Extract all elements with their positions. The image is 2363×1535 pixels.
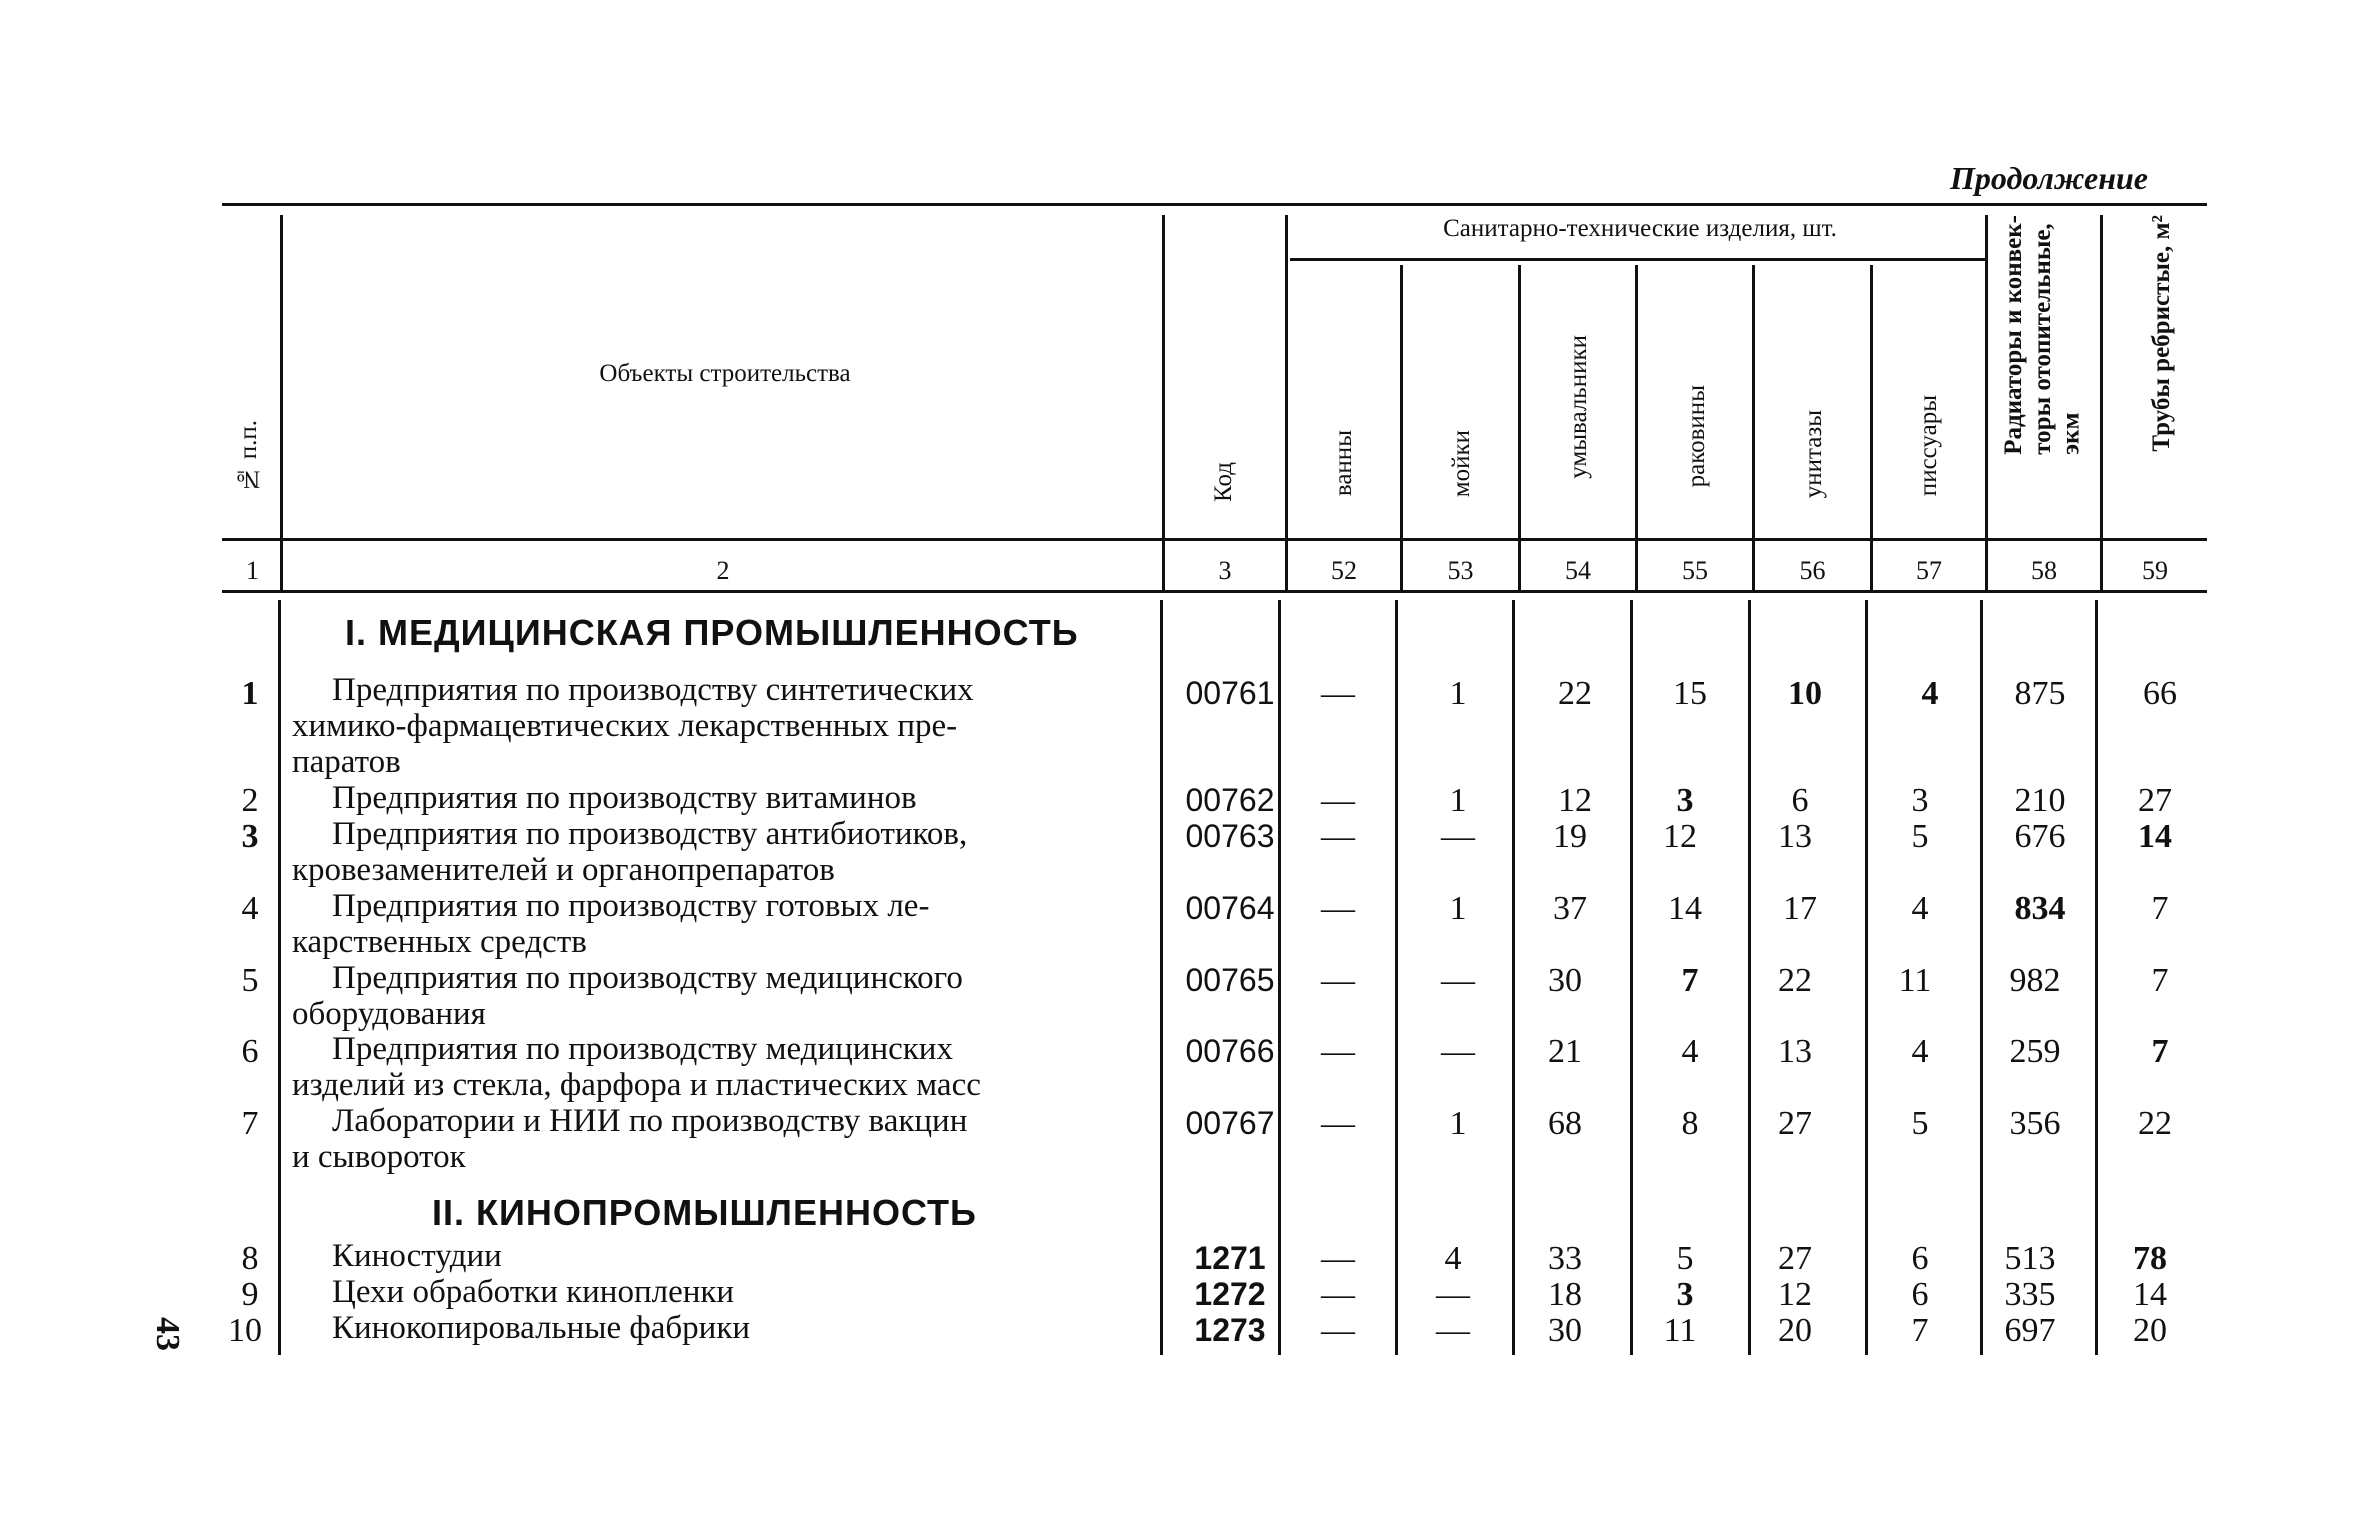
object-code: 00765	[1185, 962, 1275, 998]
divider-code	[1285, 215, 1288, 590]
cell-sinks: 4	[1444, 1240, 1462, 1277]
header-bottom-rule	[222, 538, 2207, 541]
row-number: 4	[241, 890, 259, 927]
colnum-56: 56	[1799, 556, 1826, 585]
row-number: 10	[228, 1312, 262, 1349]
row-number: 7	[241, 1105, 259, 1142]
cell-toilets: 13	[1778, 818, 1812, 855]
cell-urinals: 3	[1911, 782, 1929, 819]
cell-urinals: 4	[1911, 890, 1929, 927]
cell-toilets: 27	[1778, 1105, 1812, 1142]
cell-sinks: 1	[1449, 782, 1467, 819]
cell-baths: —	[1321, 1240, 1355, 1277]
colnum-52: 52	[1331, 556, 1357, 585]
cell-radiators: 210	[2014, 782, 2066, 819]
cell-baths: —	[1321, 675, 1355, 712]
header-pipes: Трубы ребристые, м²	[2148, 215, 2175, 452]
divider-55	[1752, 265, 1755, 590]
colnum-1: 1	[246, 556, 259, 585]
object-name: Предприятия по производству синтетических химико-фармацевтических лекарственных пре- паратов	[292, 672, 974, 780]
colnum-57: 57	[1916, 556, 1942, 585]
object-code: 00761	[1185, 675, 1275, 711]
cell-urinals: 6	[1911, 1240, 1929, 1277]
cell-toilets: 22	[1778, 962, 1812, 999]
header-objects: Объекты строительства	[599, 360, 851, 387]
object-code: 00766	[1185, 1033, 1275, 1069]
cell-sinks: —	[1436, 1312, 1470, 1349]
cell-baths: —	[1321, 1105, 1355, 1142]
cell-basins: 8	[1681, 1105, 1699, 1142]
cell-urinals: 7	[1911, 1312, 1929, 1349]
cell-baths: —	[1321, 1033, 1355, 1070]
cell-radiators: 697	[2004, 1312, 2056, 1349]
continuation-label: Продолжение	[1950, 160, 2148, 196]
cell-toilets: 12	[1778, 1276, 1812, 1313]
cell-radiators: 513	[2004, 1240, 2056, 1277]
object-name: Цехи обработки кинопленки	[332, 1274, 735, 1310]
cell-basins: 4	[1681, 1033, 1699, 1070]
object-code: 1272	[1194, 1276, 1266, 1312]
cell-pipes: 7	[2151, 890, 2169, 927]
cell-washbasins: 12	[1558, 782, 1592, 819]
cell-washbasins: 68	[1548, 1105, 1582, 1142]
cell-washbasins: 19	[1553, 818, 1587, 855]
divider-obj	[1162, 215, 1165, 590]
cell-baths: —	[1321, 782, 1355, 819]
cell-urinals: 4	[1911, 1033, 1929, 1070]
cell-baths: —	[1321, 1312, 1355, 1349]
cell-sinks: —	[1436, 1276, 1470, 1313]
cell-baths: —	[1321, 818, 1355, 855]
cell-basins: 15	[1673, 675, 1707, 712]
object-code: 1271	[1194, 1240, 1266, 1276]
cell-washbasins: 18	[1548, 1276, 1582, 1313]
top-rule	[222, 203, 2207, 206]
cell-urinals: 5	[1911, 818, 1929, 855]
header-radiators: Радиаторы и конвек- торы отопительные, экм	[2000, 215, 2085, 455]
cell-pipes: 7	[2151, 962, 2169, 999]
divider-57	[1985, 215, 1988, 590]
cell-radiators: 982	[2009, 962, 2061, 999]
row-number: 3	[241, 818, 259, 855]
cell-sinks: —	[1441, 818, 1475, 855]
cell-pipes: 66	[2143, 675, 2177, 712]
header-toilets: унитазы	[1800, 410, 1827, 499]
cell-toilets: 27	[1778, 1240, 1812, 1277]
row-number: 5	[241, 962, 259, 999]
group-rule	[1290, 258, 1985, 261]
cell-basins: 12	[1663, 818, 1697, 855]
row-number: 8	[241, 1240, 259, 1277]
object-name: Кинокопировальные фабрики	[332, 1310, 751, 1346]
body-divider-58	[2095, 600, 2098, 1355]
header-sinks: мойки	[1448, 430, 1475, 498]
cell-washbasins: 30	[1548, 962, 1582, 999]
header-baths: ванны	[1330, 430, 1357, 497]
divider-num	[280, 215, 283, 590]
cell-basins: 14	[1668, 890, 1702, 927]
cell-radiators: 259	[2009, 1033, 2061, 1070]
cell-radiators: 335	[2004, 1276, 2056, 1313]
row-number: 9	[241, 1276, 259, 1313]
colnum-2: 2	[716, 556, 730, 585]
colnum-55: 55	[1682, 556, 1708, 585]
cell-basins: 3	[1676, 1276, 1694, 1313]
object-name: Предприятия по производству медицинского оборудования	[292, 960, 963, 1032]
cell-toilets: 17	[1783, 890, 1817, 927]
cell-baths: —	[1321, 1276, 1355, 1313]
cell-baths: —	[1321, 890, 1355, 927]
cell-sinks: 1	[1449, 675, 1467, 712]
cell-pipes: 78	[2133, 1240, 2167, 1277]
colnum-3: 3	[1218, 556, 1232, 585]
body-divider-obj	[1160, 600, 1163, 1355]
object-name: Предприятия по производству готовых ле- карственных средств	[292, 888, 930, 960]
cell-washbasins: 21	[1548, 1033, 1582, 1070]
row-number: 1	[241, 675, 259, 712]
cell-sinks: 1	[1449, 890, 1467, 927]
object-name: Лаборатории и НИИ по производству вакцин и сывороток	[292, 1103, 968, 1175]
cell-basins: 3	[1676, 782, 1694, 819]
divider-53	[1518, 265, 1521, 590]
header-sanitary-group: Санитарно-технические изделия, шт.	[1443, 215, 1837, 242]
cell-radiators: 356	[2009, 1105, 2061, 1142]
divider-52	[1400, 265, 1403, 590]
cell-pipes: 14	[2138, 818, 2172, 855]
cell-pipes: 22	[2138, 1105, 2172, 1142]
body-divider-52	[1395, 600, 1398, 1355]
cell-washbasins: 22	[1558, 675, 1592, 712]
cell-radiators: 875	[2014, 675, 2066, 712]
cell-toilets: 13	[1778, 1033, 1812, 1070]
cell-radiators: 676	[2014, 818, 2066, 855]
colnum-58: 58	[2031, 556, 2057, 585]
cell-toilets: 10	[1788, 675, 1822, 712]
header-num: № п.п.	[235, 420, 262, 493]
cell-sinks: —	[1441, 1033, 1475, 1070]
colnum-54: 54	[1565, 556, 1591, 585]
colnum-bottom-rule	[222, 590, 2207, 593]
object-code: 00762	[1185, 782, 1275, 818]
object-code: 00764	[1185, 890, 1275, 926]
cell-toilets: 20	[1778, 1312, 1812, 1349]
divider-54	[1635, 265, 1638, 590]
cell-basins: 7	[1681, 962, 1699, 999]
header-washbasins: умывальники	[1565, 335, 1592, 479]
divider-56	[1870, 265, 1873, 590]
cell-pipes: 7	[2151, 1033, 2169, 1070]
object-name: Киностудии	[332, 1238, 502, 1274]
cell-washbasins: 37	[1553, 890, 1587, 927]
cell-baths: —	[1321, 962, 1355, 999]
row-number: 2	[241, 782, 259, 819]
header-code: Код	[1210, 462, 1237, 502]
divider-58	[2100, 215, 2103, 590]
row-number: 6	[241, 1033, 259, 1070]
cell-basins: 5	[1676, 1240, 1694, 1277]
cell-pipes: 27	[2138, 782, 2172, 819]
cell-urinals: 6	[1911, 1276, 1929, 1313]
body-divider-54	[1630, 600, 1633, 1355]
object-code: 1273	[1194, 1312, 1266, 1348]
header-urinals: писсуары	[1915, 395, 1942, 497]
cell-urinals: 5	[1911, 1105, 1929, 1142]
cell-urinals: 11	[1898, 962, 1932, 999]
object-code: 00767	[1185, 1105, 1275, 1141]
cell-pipes: 20	[2133, 1312, 2167, 1349]
cell-sinks: 1	[1449, 1105, 1467, 1142]
cell-basins: 11	[1663, 1312, 1697, 1349]
object-name: Предприятия по производству антибиотиков, кровезаменителей и органопрепаратов	[292, 816, 968, 888]
colnum-59: 59	[2142, 556, 2168, 585]
cell-washbasins: 33	[1548, 1240, 1582, 1277]
header-basins: раковины	[1683, 385, 1710, 488]
section-title-medical: I. МЕДИЦИНСКАЯ ПРОМЫШЛЕННОСТЬ	[345, 612, 1079, 653]
cell-pipes: 14	[2133, 1276, 2167, 1313]
cell-radiators: 834	[2014, 890, 2066, 927]
object-name: Предприятия по производству медицинских изделий из стекла, фарфора и пластических масс	[292, 1031, 981, 1103]
body-divider-num	[278, 600, 281, 1355]
object-name: Предприятия по производству витаминов	[332, 780, 917, 816]
cell-washbasins: 30	[1548, 1312, 1582, 1349]
object-code: 00763	[1185, 818, 1275, 854]
cell-sinks: —	[1441, 962, 1475, 999]
cell-toilets: 6	[1791, 782, 1809, 819]
cell-urinals: 4	[1921, 675, 1939, 712]
colnum-53: 53	[1447, 556, 1474, 585]
section-title-film: II. КИНОПРОМЫШЛЕННОСТЬ	[432, 1192, 977, 1233]
page-number: 43	[149, 1317, 186, 1351]
